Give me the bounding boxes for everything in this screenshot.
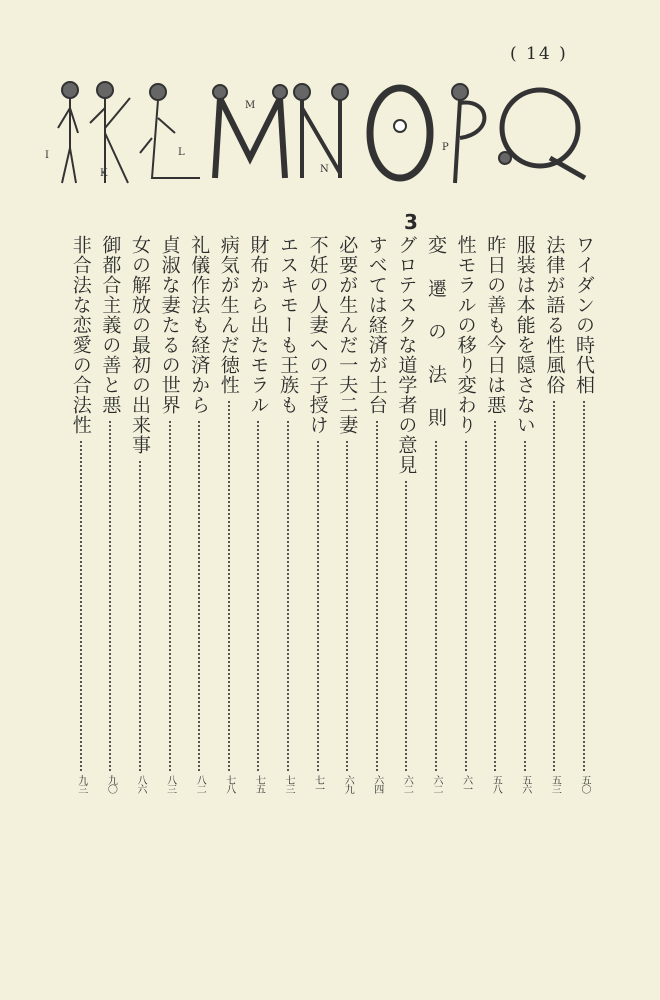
toc-entry bbox=[67, 235, 95, 805]
toc-entry-page: 七一 bbox=[312, 775, 324, 793]
toc-dot-leader bbox=[228, 401, 230, 771]
toc-entry-title: 財布から出たモラル bbox=[247, 235, 270, 415]
toc-entry-page: 八六 bbox=[135, 775, 146, 793]
toc-entry bbox=[511, 235, 539, 805]
toc-entry bbox=[570, 235, 598, 805]
toc-dot-leader bbox=[257, 421, 259, 771]
toc-dot-leader bbox=[169, 421, 171, 771]
toc-entry bbox=[244, 235, 272, 805]
toc-entry-title: ワイダンの時代相 bbox=[573, 235, 595, 395]
toc-entry-page: 七八 bbox=[223, 775, 235, 793]
toc-entry bbox=[185, 235, 213, 805]
figure-q-icon bbox=[499, 90, 585, 178]
table-of-contents bbox=[30, 235, 620, 815]
toc-entry-page: 六一 bbox=[460, 775, 472, 793]
toc-entry-title: 昨日の善も今日は悪 bbox=[484, 235, 507, 415]
figure-p-icon bbox=[452, 84, 484, 183]
toc-entry bbox=[392, 235, 420, 805]
toc-entry-title: 御都合主義の善と悪 bbox=[99, 235, 122, 415]
toc-entry bbox=[156, 235, 184, 805]
toc-entry-page: 五〇 bbox=[579, 775, 590, 793]
toc-entry bbox=[540, 235, 568, 805]
toc-entry-page: 九〇 bbox=[105, 775, 117, 793]
toc-entry-page: 五三 bbox=[549, 775, 561, 793]
toc-dot-leader bbox=[287, 421, 289, 771]
toc-entry-title: 女の解放の最初の出来事 bbox=[129, 235, 151, 455]
toc-entry bbox=[215, 235, 243, 805]
toc-dot-leader bbox=[317, 441, 319, 771]
toc-dot-leader bbox=[376, 421, 378, 771]
toc-dot-leader bbox=[346, 441, 348, 771]
toc-entry-title: グロテスクな道学者の意見 bbox=[395, 235, 418, 475]
toc-entry bbox=[481, 235, 509, 805]
figure-o-icon bbox=[370, 88, 430, 178]
toc-entry-title: 礼儀作法も経済から bbox=[188, 235, 211, 415]
svg-text:K: K bbox=[100, 168, 108, 179]
toc-dot-leader bbox=[80, 441, 82, 771]
toc-entry-page: 七三 bbox=[283, 775, 294, 793]
toc-dot-leader bbox=[553, 401, 555, 771]
toc-entry-title: 変 遷 の 法 則 bbox=[425, 235, 447, 436]
toc-dot-leader bbox=[524, 441, 526, 771]
toc-entry-page: 五六 bbox=[519, 775, 531, 793]
figure-i-icon bbox=[58, 82, 78, 183]
toc-entry-page: 七五 bbox=[253, 775, 265, 793]
toc-entry-title: 貞淑な妻たるの世界 bbox=[158, 235, 181, 415]
toc-entry-page: 六二 bbox=[431, 775, 442, 793]
svg-text:M: M bbox=[245, 100, 256, 111]
svg-text:P: P bbox=[442, 142, 449, 153]
figure-m-icon bbox=[213, 85, 287, 178]
svg-text:I: I bbox=[45, 150, 49, 161]
toc-entry-page: 八二 bbox=[194, 775, 206, 793]
toc-entry-title: すべては経済が土台 bbox=[365, 235, 388, 415]
toc-dot-leader bbox=[139, 461, 141, 771]
toc-entry bbox=[363, 235, 391, 805]
toc-entry bbox=[304, 235, 332, 805]
svg-text:L: L bbox=[178, 147, 185, 158]
toc-dot-leader bbox=[494, 421, 496, 771]
toc-entry-title: 不妊の人妻への子授け bbox=[306, 235, 329, 435]
toc-entry-title: 性モラルの移り変わり bbox=[454, 235, 477, 435]
toc-dot-leader bbox=[405, 481, 407, 771]
toc-entry bbox=[96, 235, 124, 805]
figure-k-icon bbox=[90, 82, 130, 183]
toc-entry bbox=[422, 235, 450, 805]
toc-entry bbox=[333, 235, 361, 805]
svg-text:N: N bbox=[320, 164, 329, 175]
toc-entry bbox=[126, 235, 154, 805]
toc-dot-leader bbox=[583, 401, 585, 771]
toc-dot-leader bbox=[109, 421, 111, 771]
toc-entry-title: エスキモーも王族も bbox=[277, 235, 299, 415]
toc-entry-title: 非合法な恋愛の合法性 bbox=[69, 235, 92, 435]
chapter-number: 3 bbox=[404, 210, 418, 234]
toc-entry-title: 法律が語る性風俗 bbox=[543, 235, 566, 395]
toc-entry-title: 必要が生んだ一夫二妻 bbox=[336, 235, 359, 435]
toc-entry-page: 六二 bbox=[401, 775, 413, 793]
toc-entry-title: 病気が生んだ徳性 bbox=[217, 235, 240, 395]
page-number: ( 14 ) bbox=[510, 44, 568, 64]
toc-entry-page: 六九 bbox=[342, 775, 354, 793]
figure-l-icon bbox=[140, 84, 200, 178]
toc-entry-page: 九三 bbox=[75, 775, 87, 793]
toc-entry-page: 五八 bbox=[490, 775, 502, 793]
toc-dot-leader bbox=[465, 441, 467, 771]
toc-entry-title: 服装は本能を隠さない bbox=[513, 235, 536, 435]
toc-entry-page: 六四 bbox=[371, 775, 383, 793]
toc-entry bbox=[452, 235, 480, 805]
toc-entry bbox=[274, 235, 302, 805]
alphabet-figures-illustration bbox=[40, 78, 630, 188]
toc-dot-leader bbox=[198, 421, 200, 771]
toc-entry-page: 八三 bbox=[164, 775, 176, 793]
toc-dot-leader bbox=[435, 441, 437, 771]
